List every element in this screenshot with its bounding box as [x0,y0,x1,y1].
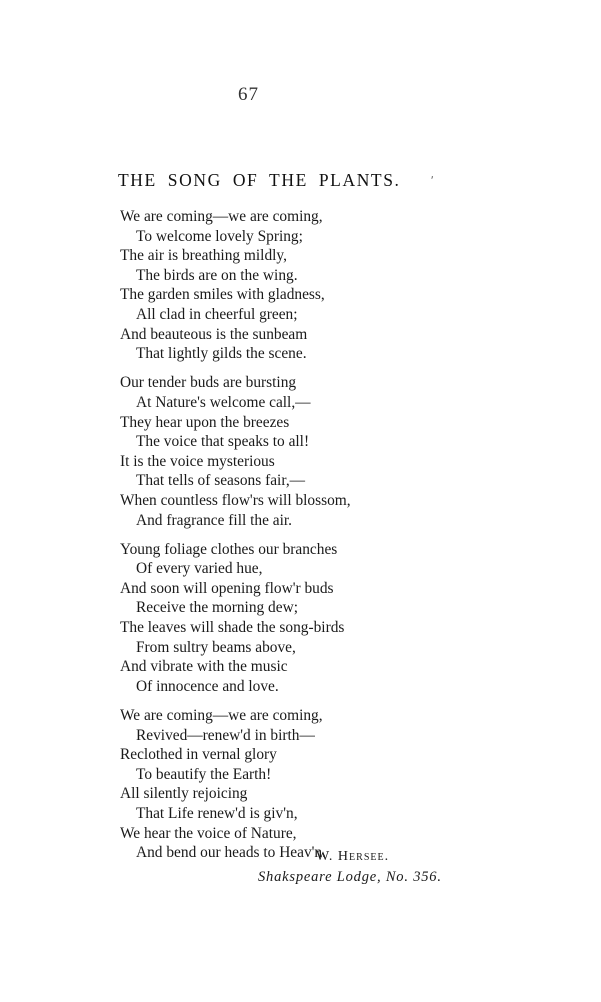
poem-line: Of every varied hue, [136,560,263,578]
author-signature: W. Hersee. [316,849,390,864]
poem-line: The voice that speaks to all! [136,433,310,451]
poem-body [120,207,540,872]
poem-line: At Nature's welcome call,— [136,393,311,411]
lodge-attribution: Shakspeare Lodge, No. 356. [258,869,442,885]
poem-line: To welcome lovely Spring; [136,227,303,245]
poem-line: Our tender buds are bursting [120,374,297,392]
poem-title: THE SONG OF THE PLANTS. [118,170,401,190]
poem-line: That tells of seasons fair,— [136,472,306,490]
poem-line: Receive the morning dew; [136,599,298,617]
poem-line: And soon will opening flow'r buds [120,579,334,597]
poem-line: Revived—renew'd in birth— [136,726,315,744]
poem-line: The leaves will shade the song-birds [120,619,345,637]
poem-line: That Life renew'd is giv'n, [136,805,298,822]
poem-line: To beautify the Earth! [136,765,272,783]
poem-line: Young foliage clothes our branches [120,540,338,558]
poem-line: And fragrance fill the air. [136,511,292,529]
poem-line: All clad in cheerful green; [136,305,298,323]
poem-line: We hear the voice of Nature, [120,824,297,842]
poem-line: We are coming—we are coming, [120,208,323,225]
stanza-4 [120,706,540,863]
poem-line: From sultry beams above, [136,638,296,656]
poem-line: It is the voice mysterious [120,452,275,470]
poem-line: The garden smiles with gladness, [120,286,325,304]
poem-line: Reclothed in vernal glory [120,746,277,764]
poem-line: The birds are on the wing. [136,266,298,284]
poem-line: We are coming—we are coming, [120,707,323,725]
poem-line: They hear upon the breezes [120,413,290,431]
poem-line: And beauteous is the sunbeam [120,325,308,343]
page-number: 67 [238,84,259,105]
poem-line: And bend our heads to Heav'n. [136,844,326,862]
stanza-1 [120,207,540,364]
poem-line: That lightly gilds the scene. [136,345,307,363]
poem-line: Of innocence and love. [136,677,279,695]
poem-line: When countless flow'rs will blossom, [120,491,351,509]
stanza-3 [120,540,540,697]
poem-line: And vibrate with the music [120,658,288,676]
stanza-2 [120,373,540,530]
poem-line: The air is breathing mildly, [120,247,287,265]
stray-mark: ʹ [431,173,434,187]
poem-line: All silently rejoicing [120,785,248,803]
